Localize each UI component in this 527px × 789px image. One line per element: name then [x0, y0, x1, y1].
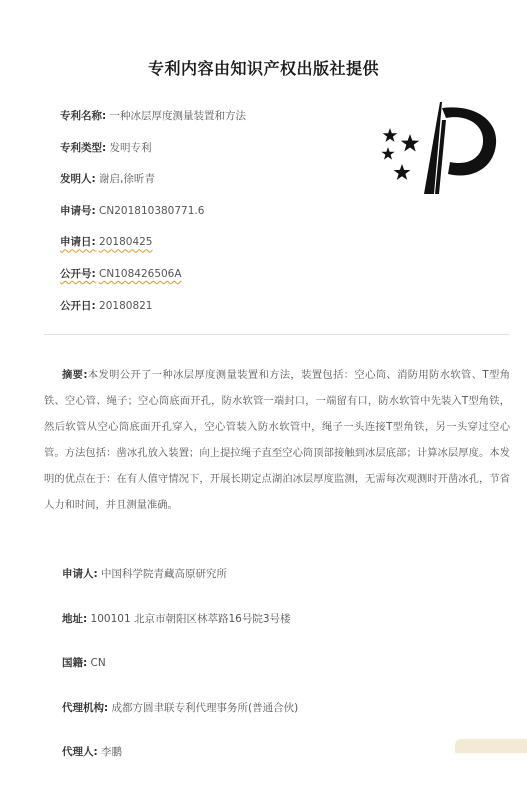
info-row-address: [62, 611, 502, 656]
meta-label: 专利类型:: [60, 141, 107, 154]
info-value: 李鹏: [101, 746, 123, 758]
meta-label: 专利名称:: [60, 110, 107, 122]
page-title: 专利内容由知识产权出版社提供: [147, 59, 379, 78]
meta-value: 20180821: [99, 299, 153, 312]
meta-row-patent-type: [60, 140, 400, 172]
info-value: 100101 北京市朝阳区林萃路16号院3号楼: [90, 612, 291, 625]
patent-metadata: [60, 108, 400, 329]
meta-value: 一种冰层厚度测量装置和方法: [109, 110, 247, 122]
info-value: 中国科学院青藏高原研究所: [101, 568, 228, 580]
meta-value: CN108426506A: [99, 267, 182, 280]
applicant-info: [62, 566, 502, 789]
meta-label: 发明人:: [60, 173, 96, 186]
info-row-agent: [62, 744, 502, 789]
section-divider: [44, 334, 510, 335]
info-label: 申请人:: [62, 568, 98, 580]
abstract-text: 本发明公开了一种冰层厚度测量装置和方法，装置包括：空心筒、消防用防水软管、T型角铁、空心管、绳子；空心筒底面开孔，防水软管一端封口，一端留有口，防水软管中先装入T型角铁，然后软管从空心筒底面开孔穿入，空心管装入防水软管中，绳子一头连接T型角铁，另一头穿过空心管。方法包括：凿冰孔放入装置；向上提拉绳子直至空心筒顶部接触到冰层底部；计算冰层厚度。本发明的优点在于：在有人值守情况下，开展长期定点湖泊冰层厚度监测，无需每次观测时开凿冰孔，节省人力和时间，并且测量准确。: [44, 369, 510, 511]
meta-row-publication-date: [60, 298, 400, 330]
meta-row-publication-number: [60, 266, 400, 298]
meta-label: 申请日:: [60, 236, 96, 249]
meta-row-application-date: [60, 234, 400, 266]
info-value: 成都方圆聿联专利代理事务所(普通合伙): [111, 701, 299, 714]
info-row-applicant: [62, 566, 502, 611]
meta-row-application-number: [60, 203, 400, 235]
meta-value: 发明专利: [109, 141, 152, 154]
meta-value: 20180425: [99, 236, 153, 249]
patent-office-logo-icon: [376, 100, 500, 196]
meta-value: 谢启,徐昕青: [99, 173, 155, 186]
abstract-label: 摘要:: [62, 369, 88, 381]
meta-value: CN201810380771.6: [99, 204, 205, 217]
info-value: CN: [90, 657, 106, 669]
info-row-agency: [62, 700, 502, 745]
meta-label: 公开日:: [60, 299, 96, 312]
corner-tab[interactable]: [455, 739, 527, 753]
info-label: 代理机构:: [62, 701, 109, 714]
meta-row-inventors: [60, 171, 400, 203]
info-label: 地址:: [62, 612, 88, 625]
info-label: 代理人:: [62, 746, 98, 758]
info-label: 国籍:: [62, 657, 88, 669]
info-row-country: [62, 655, 502, 700]
abstract-paragraph: [44, 362, 510, 518]
meta-row-patent-name: [60, 108, 400, 140]
meta-label: 公开号:: [60, 267, 96, 280]
meta-label: 申请号:: [60, 204, 96, 217]
